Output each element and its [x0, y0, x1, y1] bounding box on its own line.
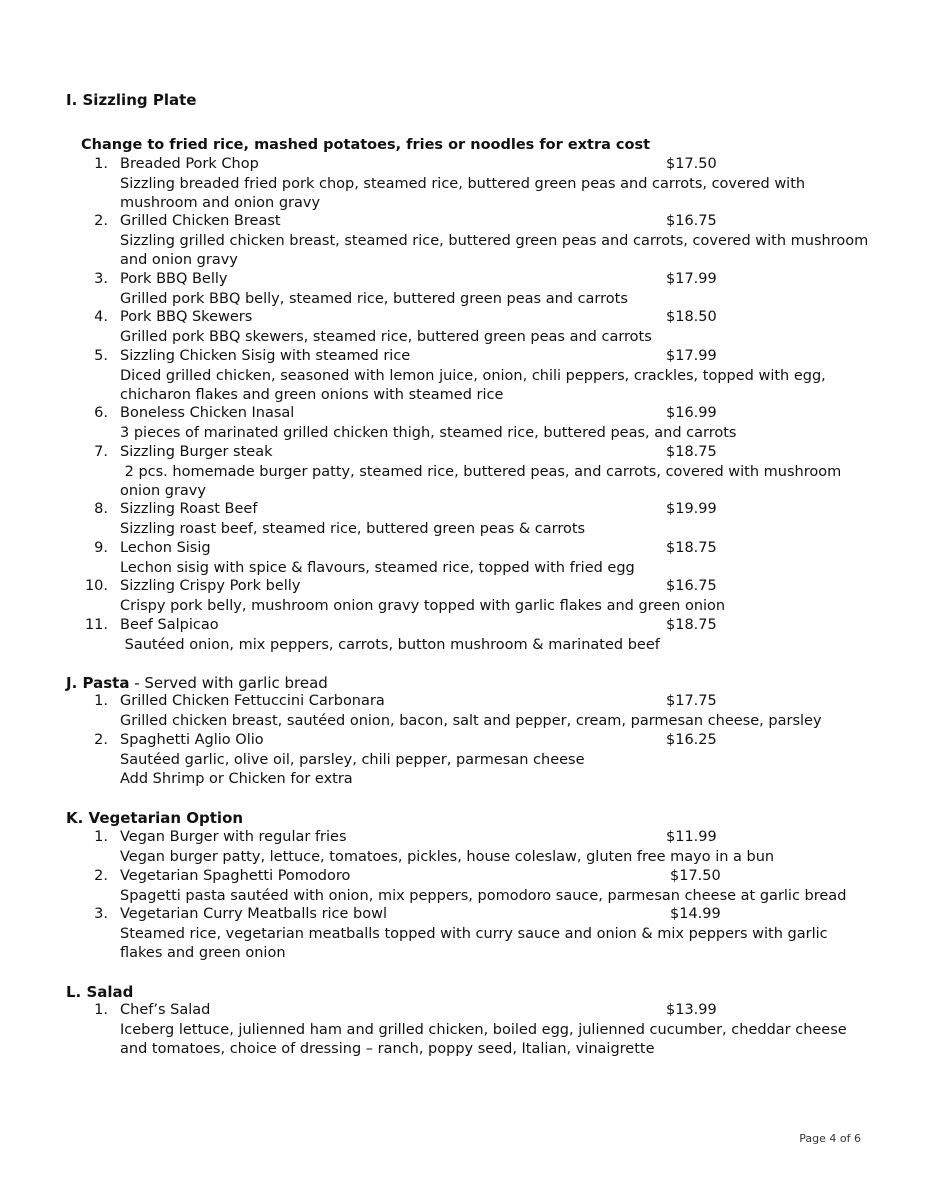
item-price: $17.99	[666, 348, 717, 364]
menu-item	[0, 444, 927, 501]
menu-item	[0, 906, 927, 963]
item-number: 1.	[94, 829, 108, 845]
section-note: Change to fried rice, mashed potatoes, fries or noodles for extra cost	[81, 137, 651, 153]
item-name: Sizzling Crispy Pork belly	[120, 578, 301, 594]
item-number: 9.	[94, 540, 108, 556]
menu-item	[0, 405, 927, 443]
item-number: 3.	[94, 906, 108, 922]
item-price: $18.75	[666, 444, 717, 460]
item-number: 6.	[94, 405, 108, 421]
item-name: Vegan Burger with regular fries	[120, 829, 347, 845]
item-description: Grilled chicken breast, sautéed onion, bacon, salt and pepper, cream, parmesan cheese, parsley	[120, 713, 822, 729]
item-price: $19.99	[666, 501, 717, 517]
item-number: 2.	[94, 732, 108, 748]
section-title	[66, 674, 328, 692]
item-description: Lechon sisig with spice & flavours, steamed rice, topped with fried egg	[120, 560, 635, 576]
menu-item	[0, 578, 927, 616]
item-number: 1.	[94, 693, 108, 709]
item-description: Sizzling roast beef, steamed rice, buttered green peas & carrots	[120, 521, 586, 537]
menu-item	[0, 868, 927, 906]
item-number: 1.	[94, 1002, 108, 1018]
item-description: Vegan burger patty, lettuce, tomatoes, pickles, house coleslaw, gluten free mayo in a bun	[120, 849, 775, 865]
item-name: Boneless Chicken Inasal	[120, 405, 295, 421]
item-number: 2.	[94, 213, 108, 229]
item-description: Sautéed garlic, olive oil, parsley, chili pepper, parmesan cheese	[120, 752, 585, 768]
item-number: 1.	[94, 156, 108, 172]
menu-item	[0, 271, 927, 309]
item-number: 3.	[94, 271, 108, 287]
menu-item	[0, 617, 927, 655]
item-number: 8.	[94, 501, 108, 517]
section-title: I. Sizzling Plate	[66, 91, 197, 109]
item-name: Sizzling Burger steak	[120, 444, 273, 460]
item-name: Spaghetti Aglio Olio	[120, 732, 264, 748]
menu-item	[0, 829, 927, 867]
item-price: $17.50	[666, 156, 717, 172]
item-number: 4.	[94, 309, 108, 325]
item-description: Sizzling breaded fried pork chop, steamed rice, buttered green peas and carrots, covered with mushroom and onion gravy	[120, 176, 806, 212]
item-name: Lechon Sisig	[120, 540, 211, 556]
item-name: Vegetarian Curry Meatballs rice bowl	[120, 906, 388, 922]
item-price: $16.75	[666, 213, 717, 229]
item-price: $17.50	[670, 868, 721, 884]
section-title-text: J. Pasta	[66, 674, 130, 692]
menu-item	[0, 1002, 927, 1059]
item-price: $17.75	[666, 693, 717, 709]
item-description: Crispy pork belly, mushroom onion gravy topped with garlic flakes and green onion	[120, 598, 726, 614]
item-price: $17.99	[666, 271, 717, 287]
item-price: $18.75	[666, 540, 717, 556]
item-name: Beef Salpicao	[120, 617, 219, 633]
section-title: L. Salad	[66, 983, 134, 1001]
item-description: Iceberg lettuce, julienned ham and grilled chicken, boiled egg, julienned cucumber, cheddar cheese and tomatoes, choice of dressing – ranch, poppy seed, Italian, vinaigrette	[120, 1022, 847, 1058]
item-name: Pork BBQ Belly	[120, 271, 228, 287]
item-price: $18.50	[666, 309, 717, 325]
page-number: Page 4 of 6	[799, 1132, 861, 1145]
item-description: Grilled pork BBQ skewers, steamed rice, buttered green peas and carrots	[120, 329, 652, 345]
item-description: Grilled pork BBQ belly, steamed rice, buttered green peas and carrots	[120, 291, 628, 307]
section-title: K. Vegetarian Option	[66, 809, 244, 827]
item-number: 11.	[84, 617, 108, 633]
item-name: Grilled Chicken Breast	[120, 213, 281, 229]
item-name: Sizzling Roast Beef	[120, 501, 258, 517]
item-description-extra: Add Shrimp or Chicken for extra	[120, 771, 353, 788]
item-number: 7.	[94, 444, 108, 460]
item-price: $13.99	[666, 1002, 717, 1018]
menu-item	[0, 540, 927, 578]
menu-item	[0, 348, 927, 405]
item-name: Vegetarian Spaghetti Pomodoro	[120, 868, 351, 884]
item-number: 2.	[94, 868, 108, 884]
item-description: Spagetti pasta sautéed with onion, mix peppers, pomodoro sauce, parmesan cheese at garlic bread	[120, 888, 847, 904]
menu-item	[0, 309, 927, 347]
item-price: $11.99	[666, 829, 717, 845]
item-number: 5.	[94, 348, 108, 364]
menu-item	[0, 213, 927, 270]
menu-item	[0, 693, 927, 731]
item-description: Steamed rice, vegetarian meatballs topped with curry sauce and onion & mix peppers with garlic flakes and green onion	[120, 926, 828, 962]
item-description: Diced grilled chicken, seasoned with lemon juice, onion, chili peppers, crackles, topped with egg, chicharon flakes and green onions with steamed rice	[120, 368, 826, 404]
item-name: Sizzling Chicken Sisig with steamed rice	[120, 348, 411, 364]
item-name: Chef’s Salad	[120, 1002, 211, 1018]
item-name: Breaded Pork Chop	[120, 156, 259, 172]
item-description: Sizzling grilled chicken breast, steamed rice, buttered green peas and carrots, covered with mushroom and onion gravy	[120, 233, 869, 269]
item-description: Sautéed onion, mix peppers, carrots, button mushroom & marinated beef	[120, 637, 660, 653]
menu-item	[0, 156, 927, 213]
item-price: $16.99	[666, 405, 717, 421]
item-name: Pork BBQ Skewers	[120, 309, 253, 325]
menu-item	[0, 501, 927, 539]
item-description: 2 pcs. homemade burger patty, steamed rice, buttered peas, and carrots, covered with mushroom onion gravy	[120, 464, 846, 500]
item-price: $16.75	[666, 578, 717, 594]
section-subtitle: - Served with garlic bread	[129, 674, 328, 692]
item-description: 3 pieces of marinated grilled chicken thigh, steamed rice, buttered peas, and carrots	[120, 425, 737, 441]
item-name: Grilled Chicken Fettuccini Carbonara	[120, 693, 385, 709]
item-number: 10.	[84, 578, 108, 594]
item-price: $16.25	[666, 732, 717, 748]
item-price: $14.99	[670, 906, 721, 922]
menu-item	[0, 732, 927, 789]
item-price: $18.75	[666, 617, 717, 633]
